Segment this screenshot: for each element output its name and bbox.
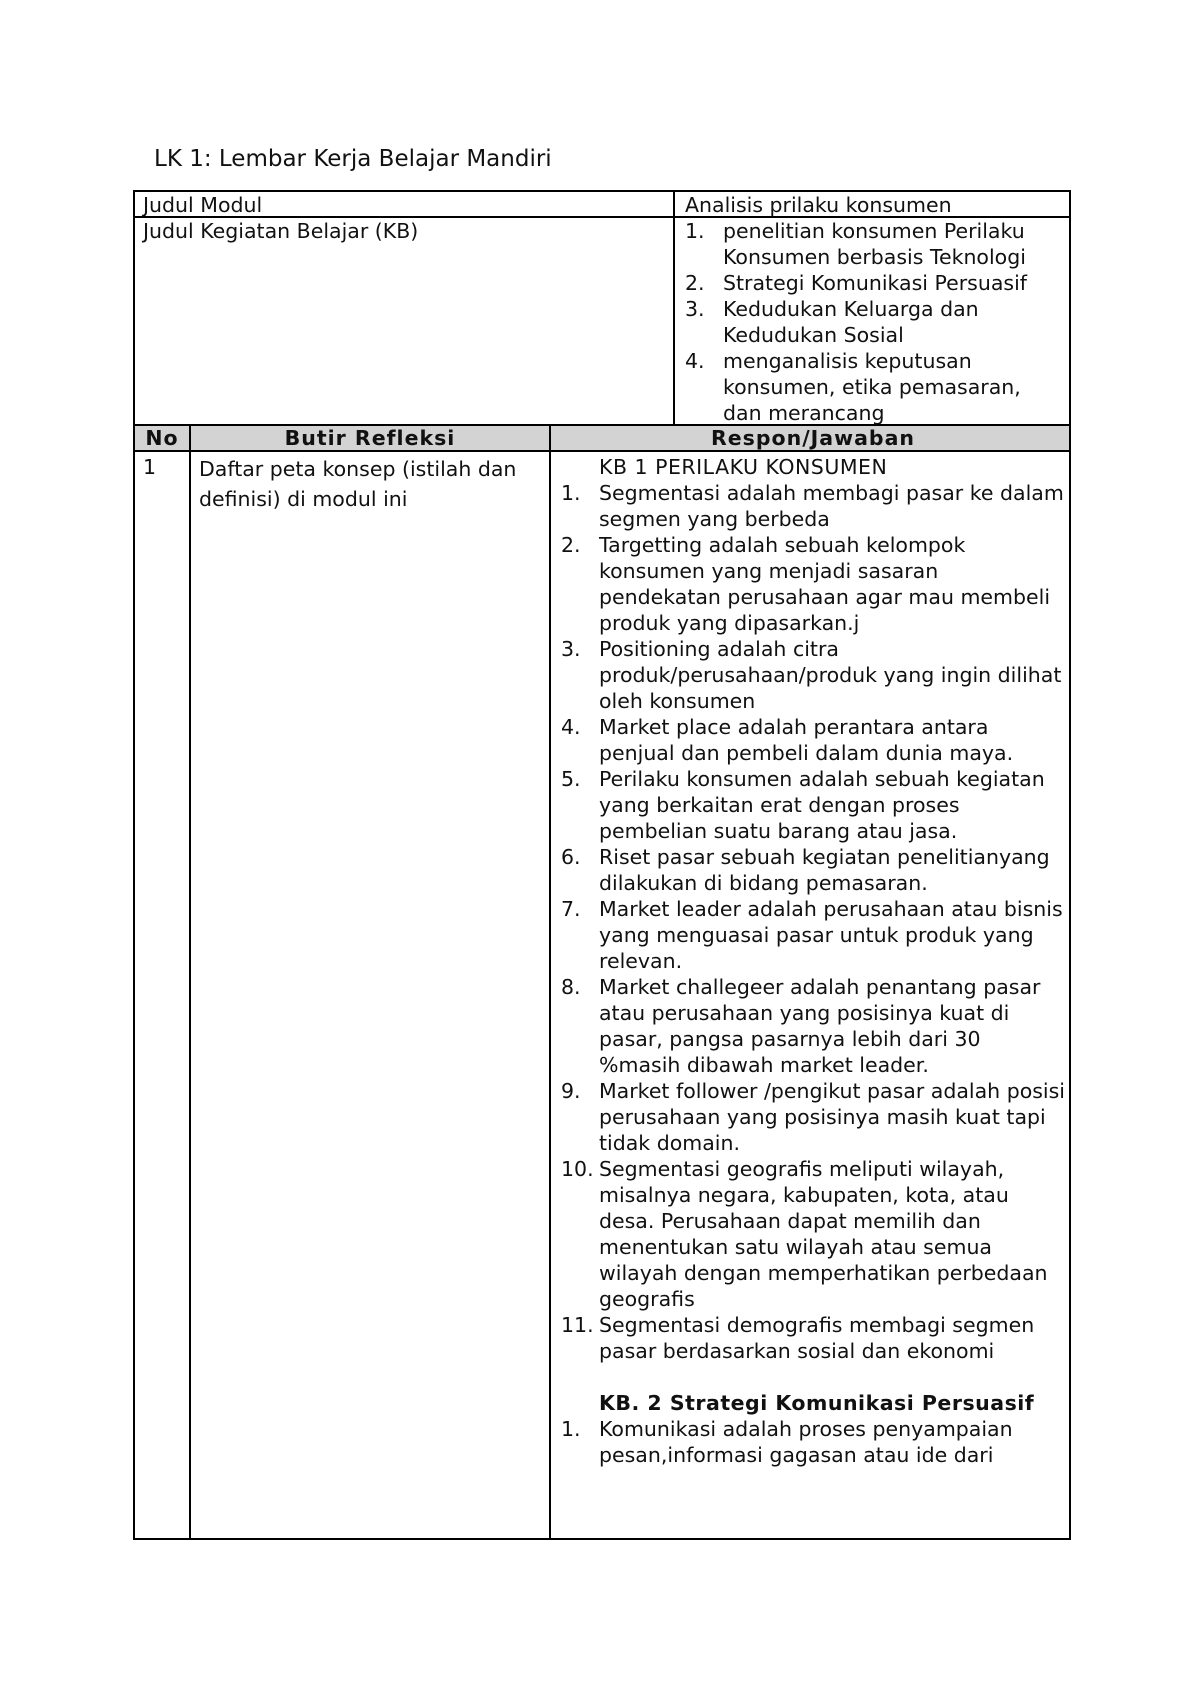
header-respon: Respon/Jawaban [710, 426, 916, 450]
respon-cell [551, 452, 1069, 1538]
list-item-text: Perilaku konsumen adalah sebuah kegiatan yang berkaitan erat dengan proses pembelian suatu barang atau jasa. [599, 767, 1045, 843]
header-no: No [135, 426, 191, 450]
module-value: Analisis prilaku konsumen [685, 193, 952, 217]
list-item-number: 5. [561, 767, 581, 791]
list-item [561, 1416, 1065, 1468]
list-item [561, 896, 1065, 974]
butir-text: Daftar peta konsep (istilah dan definisi) di modul ini [191, 452, 551, 1538]
list-item-number: 9. [561, 1079, 581, 1103]
list-item-text: penelitian konsumen Perilaku Konsumen berbasis Teknologi [723, 219, 1026, 269]
list-item-number: 10. [561, 1157, 594, 1181]
module-label: Judul Modul [135, 192, 675, 216]
list-item-text: Segmentasi demografis membagi segmen pasar berdasarkan sosial dan ekonomi [599, 1313, 1035, 1363]
list-item-text: Riset pasar sebuah kegiatan penelitianyang dilakukan di bidang pemasaran. [599, 845, 1050, 895]
list-item-text: Market leader adalah perusahaan atau bisnis yang menguasai pasar untuk produk yang relevan. [599, 897, 1063, 973]
list-item-number: 3. [561, 637, 581, 661]
list-item-text: Market follower /pengikut pasar adalah posisi perusahaan yang posisinya masih kuat tapi tidak domain. [599, 1079, 1065, 1155]
activities-list [685, 218, 1061, 426]
list-item [561, 766, 1065, 844]
list-item [685, 218, 1061, 270]
list-item [561, 974, 1065, 1078]
list-item-number: 2. [685, 271, 705, 295]
list-item-number: 4. [561, 715, 581, 739]
list-item-number: 6. [561, 845, 581, 869]
list-item-text: menganalisis keputusan konsumen, etika pemasaran, dan merancang [723, 349, 1021, 425]
list-item-number: 4. [685, 349, 705, 373]
table-header-row [133, 426, 1071, 452]
activities-cell [675, 218, 1069, 424]
list-item [561, 636, 1065, 714]
list-item [561, 1156, 1065, 1312]
list-item-text: Komunikasi adalah proses penyampaian pesan,informasi gagasan atau ide dari [599, 1417, 1013, 1467]
list-item-text: Segmentasi adalah membagi pasar ke dalam segmen yang berbeda [599, 481, 1064, 531]
kb2-list [561, 1416, 1065, 1468]
list-item-number: 1. [561, 1417, 581, 1441]
kb2-title: KB. 2 Strategi Komunikasi Persuasif [599, 1391, 1035, 1415]
list-item-text: Segmentasi geografis meliputi wilayah, misalnya negara, kabupaten, kota, atau desa. Perusahaan dapat memilih dan menentukan satu wilayah atau semua wilayah dengan memperhatikan perbedaan geografis [599, 1157, 1048, 1311]
list-item-number: 7. [561, 897, 581, 921]
list-item [561, 844, 1065, 896]
page-title: LK 1: Lembar Kerja Belajar Mandiri [154, 146, 552, 172]
list-item-text: Market challegeer adalah penantang pasar atau perusahaan yang posisinya kuat di pasar, pangsa pasarnya lebih dari 30 %masih dibawah market leader. [599, 975, 1041, 1077]
activities-row [133, 218, 1071, 426]
list-item-number: 8. [561, 975, 581, 999]
list-item-text: Market place adalah perantara antara penjual dan pembeli dalam dunia maya. [599, 715, 1014, 765]
header-butir: Butir Refleksi [191, 426, 551, 450]
list-item [561, 1312, 1065, 1364]
list-item [561, 1078, 1065, 1156]
list-item [685, 296, 1061, 348]
list-item [561, 532, 1065, 636]
list-item-number: 11. [561, 1313, 594, 1337]
list-item-number: 1. [561, 481, 581, 505]
list-item-text: Kedudukan Keluarga dan Kedudukan Sosial [723, 297, 979, 347]
row-number: 1 [135, 452, 191, 1538]
list-item-text: Positioning adalah citra produk/perusahaan/produk yang ingin dilihat oleh konsumen [599, 637, 1062, 713]
module-row [133, 190, 1071, 218]
kb1-list [561, 480, 1065, 1364]
list-item [685, 270, 1061, 296]
list-item [561, 480, 1065, 532]
list-item-text: Strategi Komunikasi Persuasif [723, 271, 1027, 295]
activities-label: Judul Kegiatan Belajar (KB) [135, 218, 675, 424]
list-item-number: 3. [685, 297, 705, 321]
worksheet-table [133, 190, 1071, 1540]
list-item [561, 714, 1065, 766]
list-item-text: Targetting adalah sebuah kelompok konsumen yang menjadi sasaran pendekatan perusahaan agar mau membeli produk yang dipasarkan.j [599, 533, 1051, 635]
list-item-number: 1. [685, 219, 705, 243]
list-item-number: 2. [561, 533, 581, 557]
list-item [685, 348, 1061, 426]
table-row [133, 452, 1071, 1540]
kb1-title: KB 1 PERILAKU KONSUMEN [599, 455, 888, 479]
